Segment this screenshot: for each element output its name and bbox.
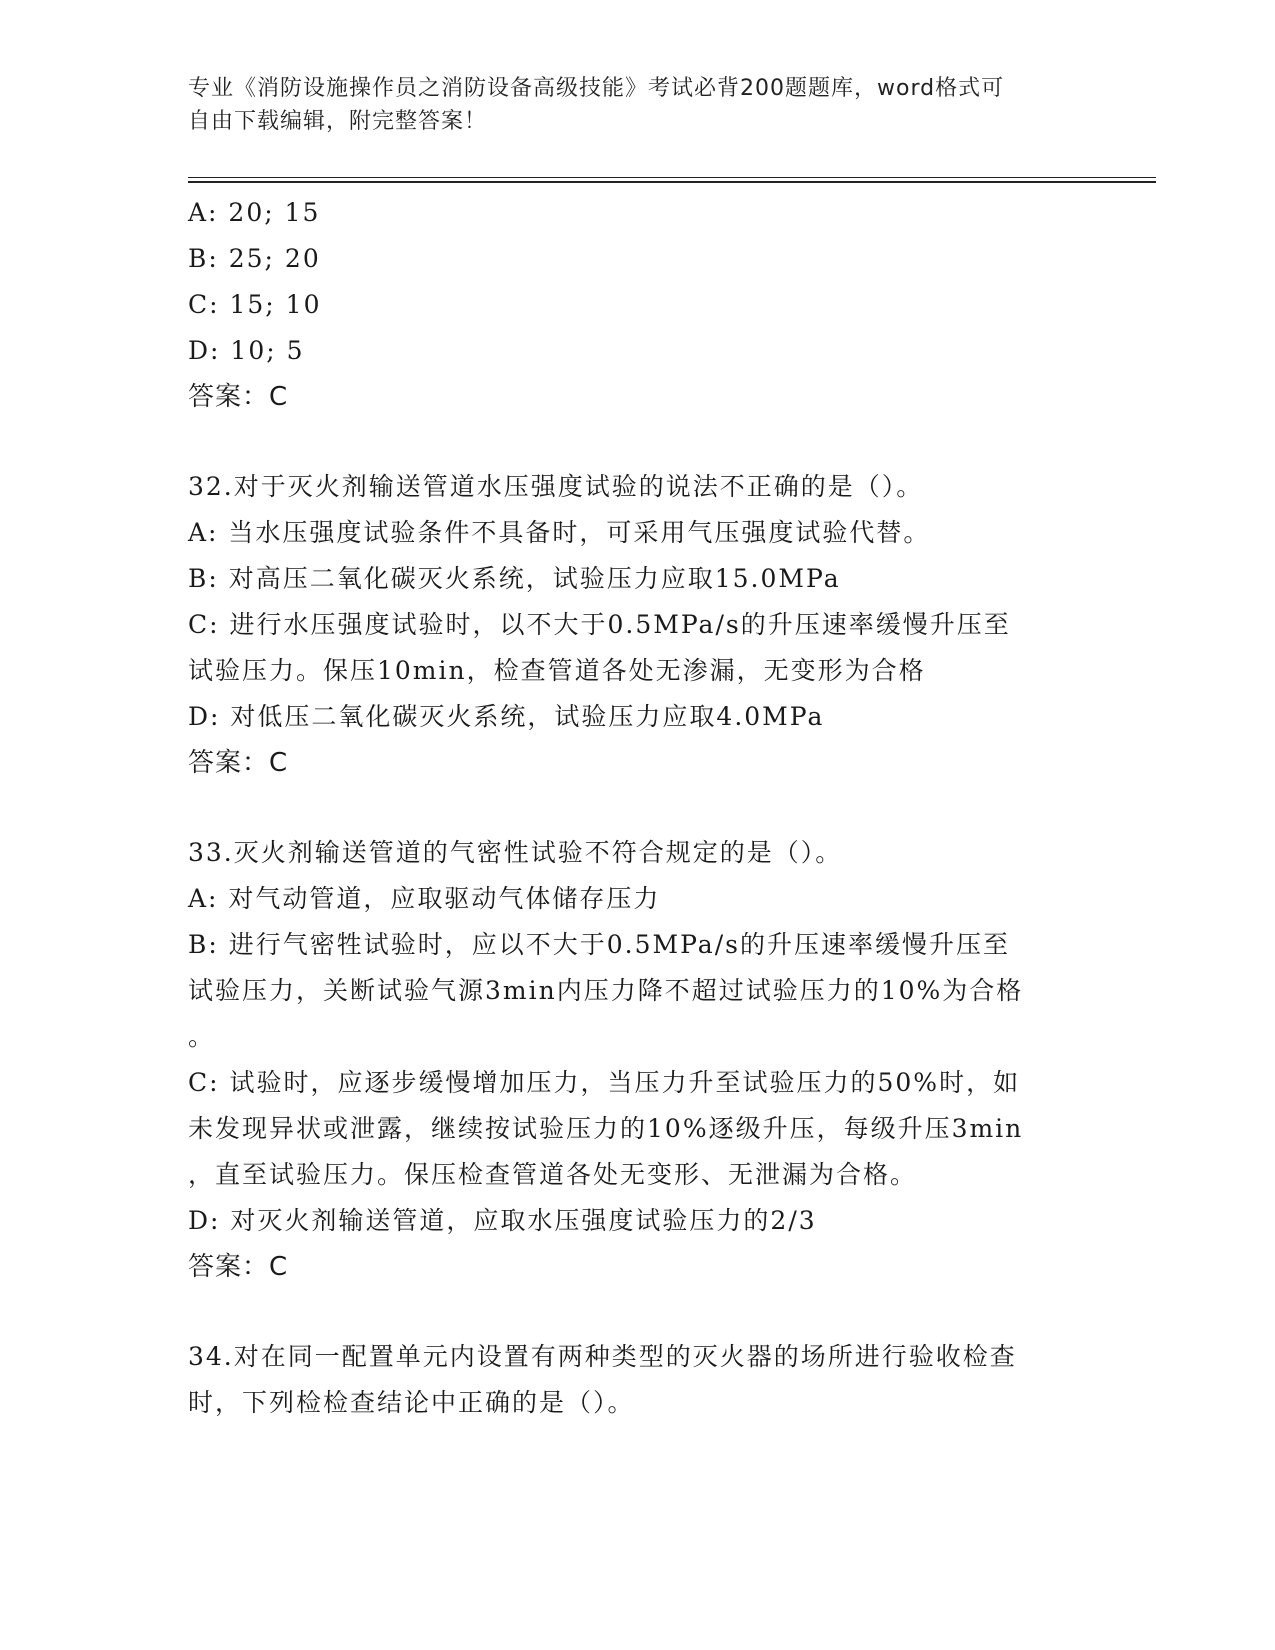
option-a: A: 20; 15: [188, 198, 321, 227]
option-b-continued: 。: [188, 1022, 216, 1051]
question-stem-continued: 时，下列检检查结论中正确的是（）。: [188, 1388, 635, 1417]
option-d: D: 对灭火剂输送管道，应取水压强度试验压力的2/3: [188, 1206, 817, 1235]
option-b: B: 进行气密牲试验时，应以不大于0.5MPa/s的升压速率缓慢升压至: [188, 930, 1010, 959]
answer: 答案：C: [188, 382, 289, 412]
option-c: C: 15; 10: [188, 290, 322, 319]
option-c-continued: 试验压力。保压10min，检查管道各处无渗漏，无变形为合格: [188, 656, 926, 685]
option-b: B: 25; 20: [188, 244, 321, 273]
question-31: [188, 190, 1088, 420]
document-header: [188, 72, 1088, 138]
question-stem: 32.对于灭火剂输送管道水压强度试验的说法不正确的是（）。: [188, 472, 924, 501]
question-34: [188, 1334, 1088, 1426]
option-c-continued: ，直至试验压力。保压检查管道各处无变形、无泄漏为合格。: [188, 1160, 918, 1189]
header-line-2: 自由下载编辑，附完整答案！: [188, 109, 488, 134]
answer: 答案：C: [188, 1252, 289, 1282]
option-b: B: 对高压二氧化碳灭火系统，试验压力应取15.0MPa: [188, 564, 841, 593]
header-line-1: 专业《消防设施操作员之消防设备高级技能》考试必背200题题库，word格式可: [188, 76, 1005, 101]
header-divider-thick: [188, 181, 1156, 183]
question-stem: 33.灭火剂输送管道的气密性试验不符合规定的是（）。: [188, 838, 843, 867]
option-a: A: 当水压强度试验条件不具备时，可采用气压强度试验代替。: [188, 518, 931, 547]
option-c: C: 进行水压强度试验时，以不大于0.5MPa/s的升压速率缓慢升压至: [188, 610, 1011, 639]
option-c: C: 试验时，应逐步缓慢增加压力，当压力升至试验压力的50%时，如: [188, 1068, 1021, 1097]
option-b-continued: 试验压力，关断试验气源3min内压力降不超过试验压力的10%为合格: [188, 976, 1024, 1005]
question-stem: 34.对在同一配置单元内设置有两种类型的灭火器的场所进行验收检查: [188, 1342, 1017, 1371]
option-c-continued: 未发现异状或泄露，继续按试验压力的10%逐级升压，每级升压3min: [188, 1114, 1024, 1143]
document-body: [188, 190, 1088, 1426]
header-divider-thin: [188, 177, 1156, 178]
option-d: D: 对低压二氧化碳灭火系统，试验压力应取4.0MPa: [188, 702, 825, 731]
question-32: [188, 464, 1088, 786]
option-a: A: 对气动管道，应取驱动气体储存压力: [188, 884, 661, 913]
option-d: D: 10; 5: [188, 336, 305, 365]
answer: 答案：C: [188, 748, 289, 778]
question-33: [188, 830, 1088, 1290]
